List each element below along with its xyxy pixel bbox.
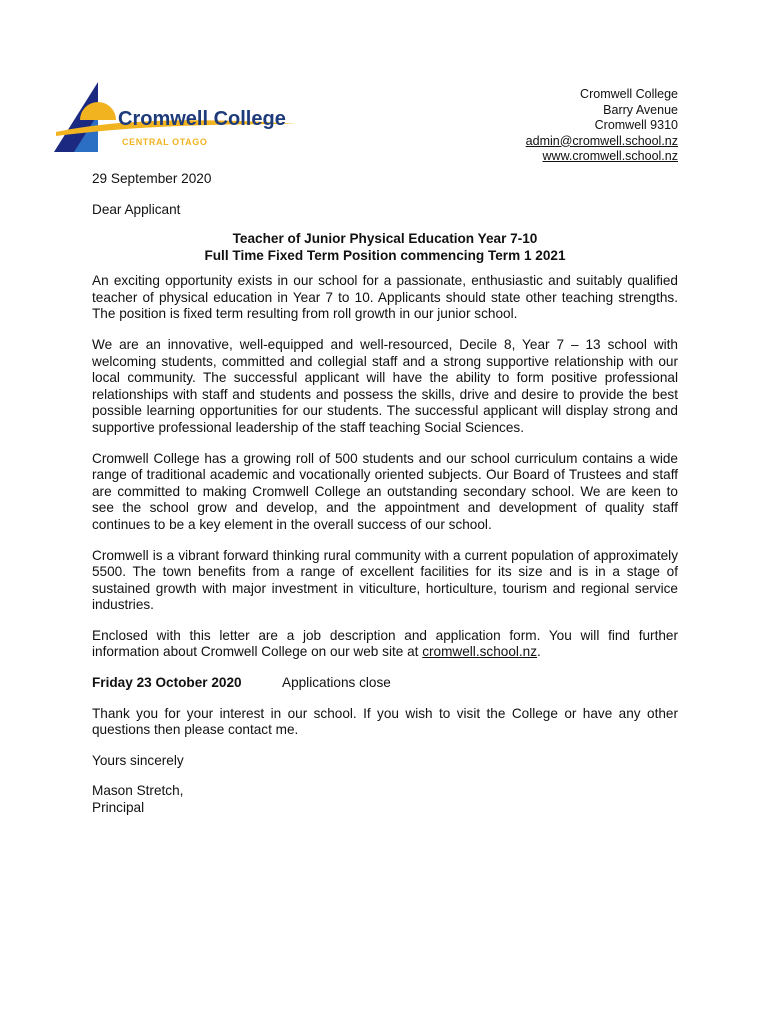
website-link[interactable]: www.cromwell.school.nz [542,149,678,163]
logo-subtitle: CENTRAL OTAGO [122,137,208,147]
college-logo [52,80,302,158]
position-heading [92,231,678,264]
paragraph-thanks: Thank you for your interest in our school. If you wish to visit the College or have any other questions then please contact me. [92,705,678,738]
address-block [526,87,678,165]
closing-date-row [92,675,678,692]
signature-block [92,783,678,816]
paragraph-enclosed [92,628,678,661]
position-terms: Full Time Fixed Term Position commencing Term 1 2021 [204,247,566,263]
enclosed-text: Enclosed with this letter are a job description and application form. You will find further information about Cromwell College on our web site at [92,627,678,660]
signer-title: Principal [92,800,145,816]
salutation: Dear Applicant [92,201,181,217]
paragraph-community: Cromwell is a vibrant forward thinking rural community with a current population of approximately 5500. The town benefits from a range of excellent facilities for its size and is in a stage of sustained growth with major investment in viticulture, horticulture, tourism and regional service industries. [92,547,678,613]
paragraph-roll: Cromwell College has a growing roll of 500 students and our school curriculum contains a wide range of traditional academic and vocationally oriented subjects. Our Board of Trustees and staff are committed to making Cromwell College an outstanding secondary school. We are keen to see the school grow and develop, and the appointment and development of quality staff continues to be a key element in the overall success of our school. [92,450,678,532]
address-line-college: Cromwell College [580,87,678,101]
address-line-street: Barry Avenue [603,102,678,117]
paragraph-opportunity: An exciting opportunity exists in our school for a passionate, enthusiastic and suitably qualified teacher of physical education in Year 7 to 10. Applicants should state other teaching strengths. The position is fixed term resulting from roll growth in our junior school. [92,273,678,322]
closing-label: Applications close [282,675,391,691]
letter-date: 29 September 2020 [92,171,212,186]
closing-date: Friday 23 October 2020 [92,675,242,691]
school-website-link[interactable]: cromwell.school.nz [422,644,538,660]
paragraph-school: We are an innovative, well-equipped and well-resourced, Decile 8, Year 7 – 13 school with welcoming students, committed and collegial staff and a strong supportive relationship with our local community. The successful applicant will have the ability to form positive professional relationships with staff and students and possess the skills, drive and desire to provide the best possible learning opportunities for our students. The successful applicant will display strong and supportive professional leadership of the staff teaching Social Sciences. [92,336,678,435]
college-logo-graphic [52,80,302,158]
signer-name: Mason Stretch, [92,783,184,799]
enclosed-end: . [537,644,541,660]
letter-body [92,171,678,817]
signoff: Yours sincerely [92,752,184,768]
logo-name: Cromwell College [118,108,286,130]
position-title: Teacher of Junior Physical Education Year 7-10 [232,231,538,247]
address-line-town: Cromwell 9310 [594,118,678,132]
email-link[interactable]: admin@cromwell.school.nz [525,133,678,148]
